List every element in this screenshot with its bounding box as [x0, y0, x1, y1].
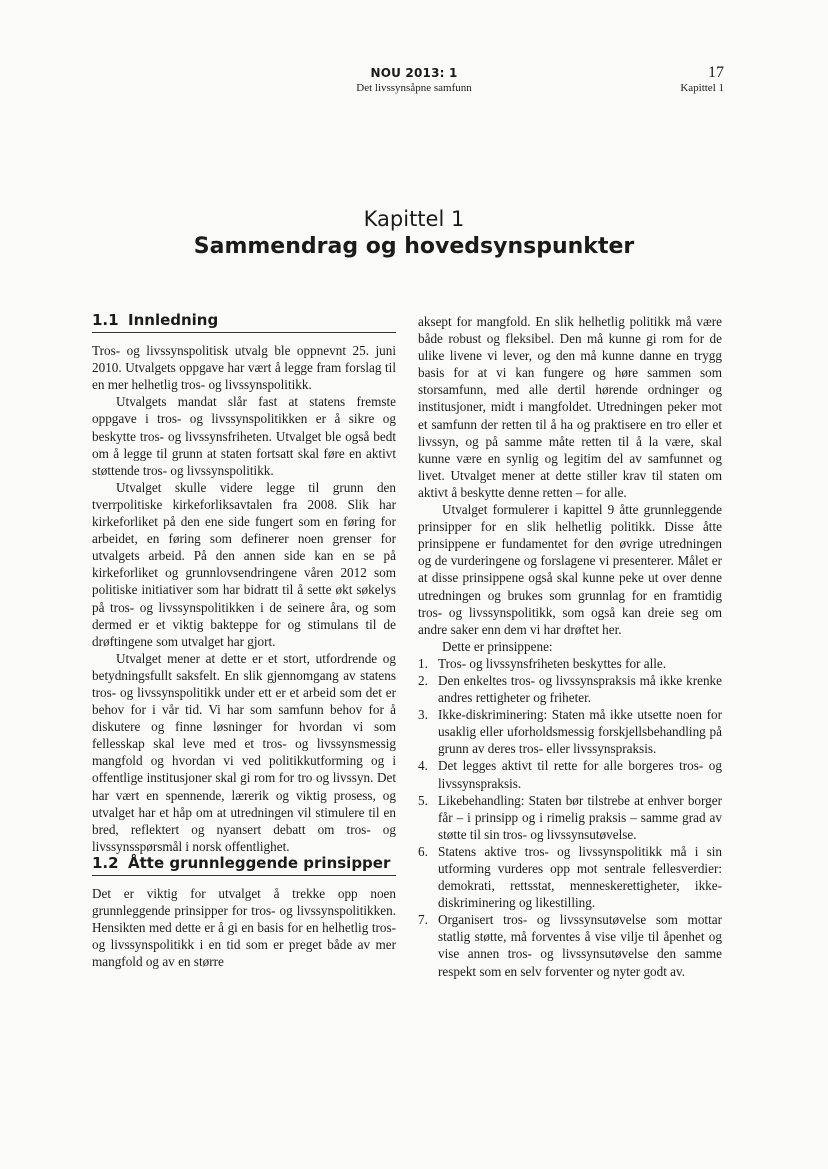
right-column — [418, 313, 722, 980]
list-item: 6. Statens aktive tros- og livssynspolitikk må i sin utforming vurderes opp mot sentrale fellesverdier: demokrati, rettsstat, menneskerettigheter, ikke-diskriminering og likestilling. — [418, 843, 722, 911]
paragraph: Utvalget formulerer i kapittel 9 åtte grunnleggende prinsipper for en slik helhetlig politikk. Disse åtte prinsippene er fundamentet for den øvrige utredningen og de vurderingene og forslagene vi presenterer. Målet er at disse prinsippene også skal kunne peke ut over denne utredningen og brukes som grunnlag for en framtidig tros- og livssynspolitikk, som også kan dreie seg om andre saker enn dem vi har drøftet her. — [418, 502, 722, 637]
section-title: Innledning — [128, 311, 219, 329]
paragraph-intro-part2: aksept for mangfold. En slik helhetlig politikk må være både robust og fleksibel. Den må kunne gi rom for de ulike livene vi lever, og den må kunne danne en trygg basis for at vi kan fungere og høre sammen som storsamfunn, med alle dertil hørende ordninger og institusjoner, midt i mangfoldet. Utredningen peker mot et samfunn der retten til å ha og praktisere en tro eller et livssyn, og på samme måte retten til å la være, skal kunne være en synlig og legitim del av samfunnet og livet. Utvalget mener at dette stiller krav til staten om aktivt å beskytte denne retten – for alle. — [418, 314, 722, 500]
list-item: 3. Ikke-diskriminering: Staten må ikke utsette noen for usaklig eller uforholdsmessig forskjellsbehandling på grunn av deres tros- eller livssynspraksis. — [418, 707, 722, 757]
report-number: NOU 2013: 1 — [370, 66, 458, 80]
chapter-label: Kapittel 1 — [363, 207, 465, 231]
paragraph: Utvalget skulle videre legge til grunn den tverrpolitiske kirkeforliksavtalen fra 2008. Slik har kirkeforliket på den ene side fungert som en føring for arbeidet, en føring som definerer noen grenser for utvalgets arbeid. På den annen side kan en se på kirkeforliket og grunnlovsendringene våren 2012 som politiske initiativer som har bidratt til å sette økt søkelys på tros- og livssynspolitikken i de seinere åra, og som dermed er et viktig bakteppe for og stimulans til de drøftingene som utvalget har gjort. — [92, 479, 396, 649]
principles-list — [418, 655, 722, 980]
section-title: Åtte grunnleggende prinsipper — [128, 853, 391, 872]
section-number: 1.1 — [92, 311, 119, 329]
header-chapter: Kapittel 1 — [680, 82, 724, 94]
list-intro: Dette er prinsippene: — [442, 638, 553, 654]
paragraph: Tros- og livssynspolitisk utvalg ble oppnevnt 25. juni 2010. Utvalgets oppgave har vært å legge fram forslag til en mer helhetlig tros- og livssynspolitikk. — [92, 343, 396, 393]
report-subtitle: Det livssynsåpne samfunn — [356, 82, 472, 94]
chapter-title: Sammendrag og hovedsynspunkter — [193, 234, 635, 259]
paragraph-intro-part1: Det er viktig for utvalget å trekke opp noen grunnleggende prinsipper for tros- og livssynspolitikken. Hensikten med dette er å gi en basis for en helhetlig tros- og livssynspolitikk i en tid som er preget både av mer mangfold og av en større — [92, 886, 396, 970]
page-number: 17 — [708, 64, 724, 81]
section-number: 1.2 — [92, 853, 119, 872]
list-item: 1. Tros- og livssynsfriheten beskyttes for alle. — [418, 655, 667, 671]
paragraph: Utvalgets mandat slår fast at statens fremste oppgave i tros- og livssynspolitikken er å sikre og beskytte tros- og livssynsfriheten. Utvalget ble også bedt om å legge til grunn at staten fortsatt skal føre en aktivt støttende tros- og livssynspolitikk. — [92, 394, 396, 478]
page-info — [680, 64, 724, 94]
section-heading-1-2 — [92, 855, 396, 876]
paragraph: Utvalget mener at dette er et stort, utfordrende og betydningsfullt saksfelt. En slik gjennomgang av statens tros- og livssynspolitikk under ett er et arbeid som det er behov for i vår tid. Vi har som samfunn behov for å diskutere og finne løsninger for hvordan vi som fellesskap skal leve med et tros- og livssynsmessig mangfold og hvordan vi ved politikkutforming og i offentlige institusjoner skal gi rom for tro og livssyn. Det har vært en spennende, lærerik og viktig prosess, og utvalget har et håp om at utredningen vil stimulere til en bred, reflektert og nyansert debatt om tros- og livssynsspørsmål i norsk offentlighet. — [92, 650, 396, 854]
section-heading-1-1 — [92, 312, 396, 333]
list-item: 4. Det legges aktivt til rette for alle borgeres tros- og livssynspraksis. — [418, 758, 722, 791]
list-item: 7. Organisert tros- og livssynsutøvelse som mottar statlig støtte, må forventes å vise vilje til åpenhet og vise annen tros- og livssynsutøvelse den samme respekt som en selv forventer og nyter godt av. — [418, 912, 722, 979]
left-column — [92, 312, 396, 970]
list-item: 5. Likebehandling: Staten bør tilstrebe at enhver borger får – i prinsipp og i rimelig praksis – samme grad av støtte til sin tros- og livssynsutøvelse. — [418, 792, 722, 842]
list-item: 2. Den enkeltes tros- og livssynspraksis må ikke krenke andres rettigheter og friheter. — [418, 672, 722, 706]
